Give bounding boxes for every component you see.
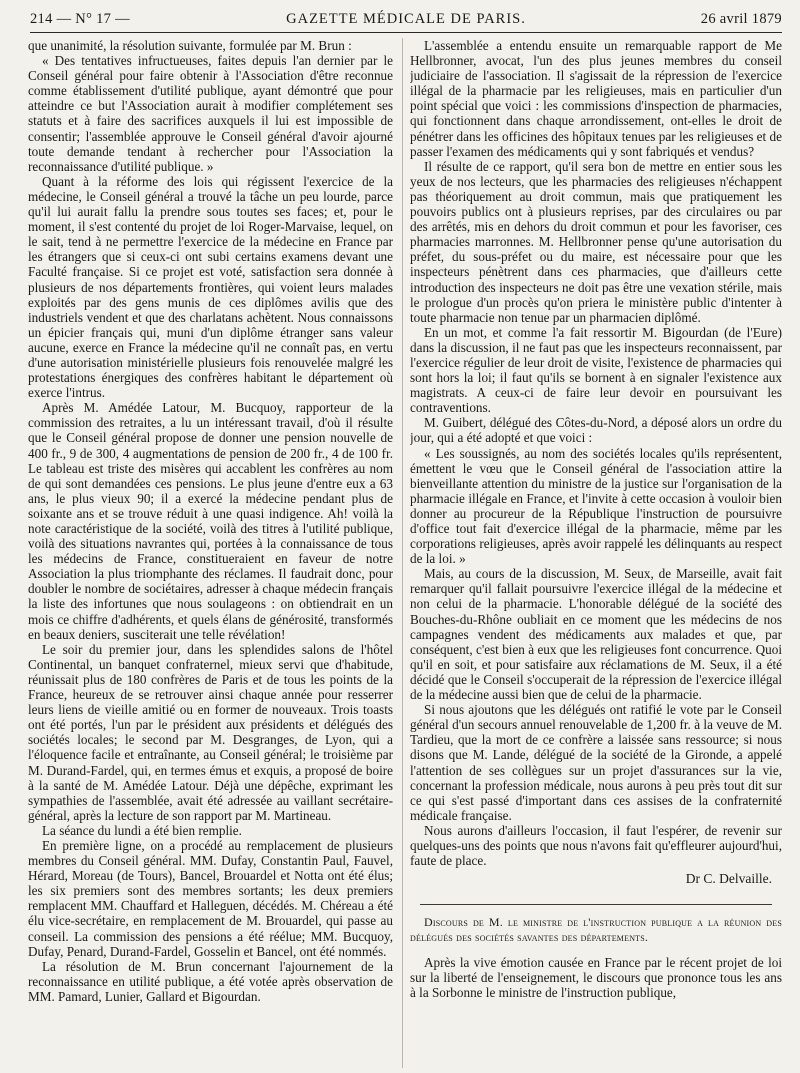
paragraph: En un mot, et comme l'a fait ressortir M. Bigourdan (de l'Eure) dans la discussion, il ne faut pas que les inspecteurs reconnaissent, par l'exercice régulier de leur droit de visite, l'existence de pharmacies qui sont hors la loi; il faut qu'ils se bornent à en signaler l'existence aux magistrats. A ceux-ci de faire leur devoir en poursuivant les contraventions. [410, 324, 782, 416]
page-number: 214 — N° 17 — [30, 11, 130, 27]
paragraph: Nous aurons d'ailleurs l'occasion, il faut l'espérer, de revenir sur quelques-uns des points que nous n'avons fait qu'effleurer aujourd'hui, faute de place. [410, 822, 782, 869]
issue-date: 26 avril 1879 [700, 11, 782, 27]
left-column [28, 38, 393, 1069]
section-divider [420, 904, 772, 905]
paragraph: Il résulte de ce rapport, qu'il sera bon de mettre en entier sous les yeux de nos lecteurs, que les pharmacies des religieuses n'échappent pas théoriquement au droit commun, mais que pratiquement les pouvoirs publics ont à plusieurs reprises, par des circulaires ou par des arrêtés, mis en dehors du droit commun et pour les favoriser, ces pharmacies marronnes. M. Hellbronner pense qu'une autorisation du préfet, du sous-préfet ou du maire, est nécessaire pour que les inspecteurs pénètrent dans ces pharmacies, que d'ailleurs cette introduction des inspecteurs ne doit pas être une vexation stérile, mais le prologue d'un procès qu'on priera le ministère public d'intenter à toute pharmacie non tenue par un pharmacien diplômé. [410, 158, 782, 325]
paragraph: M. Guibert, délégué des Côtes-du-Nord, a déposé alors un ordre du jour, qui a été adopté et que voici : [410, 415, 782, 446]
page-header [30, 8, 782, 33]
paragraph: La séance du lundi a été bien remplie. [42, 822, 242, 838]
journal-title: GAZETTE MÉDICALE DE PARIS. [286, 11, 526, 27]
paragraph: Après M. Amédée Latour, M. Bucquoy, rapporteur de la commission des retraites, a lu un intéressant travail, d'où il résulte que le Conseil général propose de donner une pension nouvelle de 400 fr., 9 de 300, 4 augmentations de pension de 200 fr., 4 de 100 fr. Le tableau est triste des misères qui accablent les confrères au nom de qui sont demandées ces pensions. Le plus jeune d'entre eux a 63 ans, le plus vieux 90; il a exercé la médecine pendant plus de soixante ans et se trouve réduit à une quasi indigence. Ah! voilà la note caractéristique de la société, voilà des titres à l'utilité publique, voilà des situations navrantes qui, portées à la connaissance de tous les médecins de France, constitueraient en faveur de notre Association la plus triomphante des réclames. Il faudrait donc, pour doubler le nombre de sociétaires, adresser à chaque médecin français la liste des infortunes que nous soulageons : on obtiendrait en un mois ce chiffre d'adhérents, et quels élans de générosité, transformés en beaux deniers, susciterait une telle révélation! [28, 400, 393, 642]
section-heading-text: Discours de M. le ministre de l'instruction publique a la réunion des délégués des sociétés savantes des départements. [410, 915, 782, 945]
paragraph: Mais, au cours de la discussion, M. Seux, de Marseille, avait fait remarquer qu'il fallait poursuivre l'exercice illégal de la médecine et non celui de la pharmacie. L'honorable délégué de la société des Bouches-du-Rhône oubliait en ce moment que les médecins de nos campagnes vendent des médicaments aux malades et que, par conséquent, c'est bien à eux que les religieuses font concurrence. Quoi qu'il en soit, et pour satisfaire aux réclamations de M. Seux, il a été décidé que le Conseil s'occuperait de la répression de l'exercice illégal de la médecine aussi bien que de celui de la pharmacie. [410, 566, 782, 703]
author-signature: Dr C. Delvaille. [685, 871, 772, 887]
section-heading [410, 915, 782, 945]
right-column [410, 38, 782, 1069]
paragraph: que unanimité, la résolution suivante, formulée par M. Brun : [28, 38, 352, 53]
paragraph: « Des tentatives infructueuses, faites depuis l'an dernier par le Conseil général pour faire obtenir à l'Association d'être reconnue comme établissement d'utilité publique, ayant démontré que pour atteindre ce but l'Association aurait à modifier complétement ses statuts et à faire des sacrifices auxquels il lui est impossible de consentir; l'assemblée approuve le Conseil général d'avoir ajourné toute demande tendant à rechercher pour l'Association la reconnaissance d'utilité publique. » [28, 53, 393, 174]
paragraph: « Les soussignés, au nom des sociétés locales qu'ils représentent, émettent le vœu que le Conseil général de l'association attire la bienveillante attention du ministre de la justice sur l'organisation de la pharmacie illégale en France, et l'invite à cette occasion à vouloir bien donner au procureur de la République l'instruction de poursuivre d'office tout fait d'exercice illégal de la pharmacie, même par les corporations religieuses, après avoir rappelé les délinquants au respect de la loi. » [410, 445, 782, 567]
column-divider [402, 38, 403, 1068]
paragraph: L'assemblée a entendu ensuite un remarquable rapport de Me Hellbronner, avocat, l'un des plus jeunes membres du conseil judiciaire de l'association. Il s'agissait de la répression de l'exercice illégal de la pharmacie par les religieuses, mais en particulier d'un point spécial que voici : les commissions d'inspection de pharmacies, qui fonctionnent dans chaque arrondissement, ont-elles le droit de pénétrer dans les officines des hôpitaux tenues par les religieuses et de passer l'examen des médicaments qui y sont fabriqués et vendus? [410, 38, 782, 159]
paragraph: La résolution de M. Brun concernant l'ajournement de la reconnaissance en utilité publique, a été votée après observation de MM. Pamard, Lunier, Gallard et Bigourdan. [28, 958, 393, 1004]
paragraph: Si nous ajoutons que les délégués ont ratifié le vote par le Conseil général d'un secours annuel renouvelable de 1,200 fr. à la veuve de M. Tardieu, que la mort de ce confrère a laissée sans ressource; si nous disons que M. Lande, délégué de la société de la Gironde, a appelé l'attention de ses collègues sur un projet d'assurances sur la vie, concernant la profession médicale, nous aurons à peu près tout dit sur ce qui s'est passé d'important dans ces assises de la confraternité médicale française. [410, 702, 782, 823]
paragraph: Le soir du premier jour, dans les splendides salons de l'hôtel Continental, un banquet confraternel, mieux servi que d'habitude, réunissait plus de 180 confrères de Paris et de tous les points de la France, heureux de se retrouver ainsi chaque année pour resserrer leurs liens de vieille amitié ou en former de nouveaux. Trois toasts ont été portés, l'un par le président aux présidents et délégués des sociétés locales; le second par M. Desgranges, de Lyon, qui a l'éloquence facile et entraînante, au Conseil général; le troisième par M. Durand-Fardel, qui, en termes émus et exquis, a proposé de boire à la santé de M. Amédée Latour. Déjà une dépêche, exprimant les sympathies de l'assemblée, avait été adressée au vaillant secrétaire-général, après la lecture de son rapport par M. Martineau. [28, 641, 393, 823]
paragraph: Après la vive émotion causée en France par le récent projet de loi sur la liberté de l'enseignement, le discours que prononce tous les ans à la Sorbonne le ministre de l'instruction publique, [410, 955, 782, 1001]
paragraph: En première ligne, on a procédé au remplacement de plusieurs membres du Conseil général. MM. Dufay, Constantin Paul, Fauvel, Hérard, Moreau (de Tours), Bancel, Brouardel et Notta ont été élus; les six premiers sont des membres sortants; les deux premiers remplacent MM. Chauffard et Halleguen, décédés. M. Chéreau a été élu vice-secrétaire, en remplacement de M. Brouardel, qui passe au conseil. La commission des pensions a été réélue; MM. Bucquoy, Dufay, Penard, Durand-Fardel, Gosselin et Bancel, ont été nommés. [28, 837, 393, 959]
paragraph: Quant à la réforme des lois qui régissent l'exercice de la médecine, le Conseil général a trouvé la tâche un peu lourde, parce qu'il lui aurait fallu la prendre sous toutes ses faces; et, pour le moment, il s'est contenté du projet de loi Roger-Marvaise, lequel, on le sait, tend à ne permettre l'exercice de la médecine en France par les étrangers que si ceux-ci ont subi certains examens devant une Faculté française. Si ce projet est voté, satisfaction sera donnée à plusieurs de nos départements frontières, qui voient leurs malades exploités par des gens munis de ces diplômes avilis que des industriels vendent et que des charlatans achètent. Nous connaissons un épicier français qui, muni d'un diplôme étranger sans valeur aucune, exerce en France la médecine qu'il ne connaît pas, en vertu d'une autorisation ministérielle plusieurs fois renouvelée malgré les protestations énergiques des confrères habitant le département où exerce l'intrus. [28, 173, 393, 401]
